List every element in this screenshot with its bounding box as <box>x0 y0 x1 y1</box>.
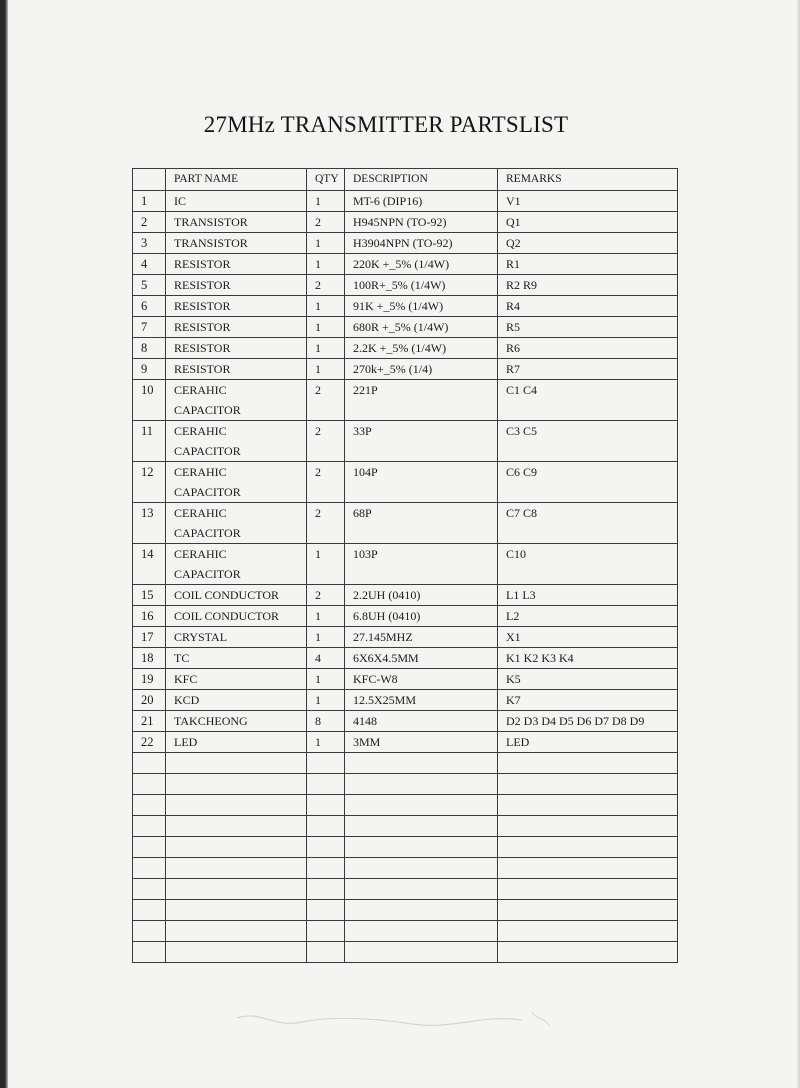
blank-cell <box>345 837 498 858</box>
blank-cell <box>166 837 307 858</box>
table-row <box>133 462 678 503</box>
part-name: IC <box>166 191 307 212</box>
blank-cell <box>498 858 678 879</box>
scan-smudge <box>232 1006 562 1036</box>
row-number: 12 <box>133 462 166 503</box>
row-number: 2 <box>133 212 166 233</box>
blank-cell <box>133 816 166 837</box>
remarks: K1 K2 K3 K4 <box>498 648 678 669</box>
blank-cell <box>498 816 678 837</box>
part-name: RESISTOR <box>166 359 307 380</box>
part-name-line: CAPACITOR <box>174 485 241 499</box>
description: 27.145MHZ <box>345 627 498 648</box>
remarks: L1 L3 <box>498 585 678 606</box>
quantity: 1 <box>307 338 345 359</box>
part-name <box>166 462 307 503</box>
blank-row <box>133 879 678 900</box>
row-number: 11 <box>133 421 166 462</box>
row-number: 18 <box>133 648 166 669</box>
part-name: TRANSISTOR <box>166 233 307 254</box>
description: H3904NPN (TO-92) <box>345 233 498 254</box>
table-row <box>133 690 678 711</box>
quantity: 2 <box>307 585 345 606</box>
quantity: 2 <box>307 462 345 503</box>
description: 2.2K +_5% (1/4W) <box>345 338 498 359</box>
table-row <box>133 627 678 648</box>
row-number: 13 <box>133 503 166 544</box>
blank-cell <box>307 795 345 816</box>
blank-row <box>133 774 678 795</box>
table-row <box>133 359 678 380</box>
blank-cell <box>307 921 345 942</box>
table-row <box>133 296 678 317</box>
blank-cell <box>307 753 345 774</box>
part-name-line: CAPACITOR <box>174 444 241 458</box>
blank-cell <box>307 858 345 879</box>
quantity: 1 <box>307 690 345 711</box>
remarks: K7 <box>498 690 678 711</box>
remarks: D2 D3 D4 D5 D6 D7 D8 D9 <box>498 711 678 732</box>
row-number: 4 <box>133 254 166 275</box>
blank-cell <box>498 837 678 858</box>
remarks: R6 <box>498 338 678 359</box>
blank-row <box>133 921 678 942</box>
blank-cell <box>345 753 498 774</box>
quantity: 4 <box>307 648 345 669</box>
column-header-description: DESCRIPTION <box>345 169 498 191</box>
blank-row <box>133 900 678 921</box>
part-name-line: CERAHIC <box>174 383 227 397</box>
row-number: 20 <box>133 690 166 711</box>
row-number: 14 <box>133 544 166 585</box>
description: 680R +_5% (1/4W) <box>345 317 498 338</box>
description: 220K +_5% (1/4W) <box>345 254 498 275</box>
description: 2.2UH (0410) <box>345 585 498 606</box>
row-number: 7 <box>133 317 166 338</box>
part-name: RESISTOR <box>166 296 307 317</box>
part-name: TAKCHEONG <box>166 711 307 732</box>
description: 104P <box>345 462 498 503</box>
part-name-line: CAPACITOR <box>174 567 241 581</box>
row-number: 10 <box>133 380 166 421</box>
part-name-line: CERAHIC <box>174 547 227 561</box>
row-number: 3 <box>133 233 166 254</box>
table-row <box>133 338 678 359</box>
remarks: R1 <box>498 254 678 275</box>
part-name: RESISTOR <box>166 254 307 275</box>
blank-cell <box>307 837 345 858</box>
remarks: R2 R9 <box>498 275 678 296</box>
quantity: 1 <box>307 606 345 627</box>
row-number: 1 <box>133 191 166 212</box>
blank-cell <box>133 774 166 795</box>
blank-cell <box>166 921 307 942</box>
row-number: 9 <box>133 359 166 380</box>
table-row <box>133 212 678 233</box>
quantity: 2 <box>307 275 345 296</box>
row-number: 16 <box>133 606 166 627</box>
quantity: 1 <box>307 191 345 212</box>
row-number: 15 <box>133 585 166 606</box>
part-name-line: CAPACITOR <box>174 526 241 540</box>
table-row <box>133 191 678 212</box>
blank-cell <box>498 921 678 942</box>
description: 33P <box>345 421 498 462</box>
table-row <box>133 711 678 732</box>
part-name-line: CERAHIC <box>174 424 227 438</box>
part-name: RESISTOR <box>166 275 307 296</box>
blank-row <box>133 942 678 963</box>
description: 221P <box>345 380 498 421</box>
table-row <box>133 233 678 254</box>
table-row <box>133 732 678 753</box>
blank-cell <box>498 774 678 795</box>
column-header-part-name: PART NAME <box>166 169 307 191</box>
blank-cell <box>345 774 498 795</box>
parts-table-body <box>133 169 678 963</box>
blank-cell <box>345 816 498 837</box>
description: MT-6 (DIP16) <box>345 191 498 212</box>
description: 12.5X25MM <box>345 690 498 711</box>
quantity: 1 <box>307 627 345 648</box>
scan-edge-left <box>0 0 8 1088</box>
quantity: 1 <box>307 296 345 317</box>
quantity: 2 <box>307 212 345 233</box>
parts-table <box>132 168 678 963</box>
description: 100R+_5% (1/4W) <box>345 275 498 296</box>
blank-cell <box>498 795 678 816</box>
description: 6X6X4.5MM <box>345 648 498 669</box>
remarks: Q2 <box>498 233 678 254</box>
blank-cell <box>166 942 307 963</box>
description: 3MM <box>345 732 498 753</box>
blank-cell <box>133 837 166 858</box>
blank-cell <box>133 942 166 963</box>
blank-row <box>133 858 678 879</box>
quantity: 1 <box>307 254 345 275</box>
part-name: COIL CONDUCTOR <box>166 585 307 606</box>
blank-cell <box>166 879 307 900</box>
remarks: C10 <box>498 544 678 585</box>
description: KFC-W8 <box>345 669 498 690</box>
column-header-remarks: REMARKS <box>498 169 678 191</box>
table-row <box>133 275 678 296</box>
blank-cell <box>307 816 345 837</box>
description: 68P <box>345 503 498 544</box>
remarks: L2 <box>498 606 678 627</box>
row-number: 8 <box>133 338 166 359</box>
part-name-line: CERAHIC <box>174 465 227 479</box>
document-title: 27MHz TRANSMITTER PARTSLIST <box>203 112 569 137</box>
part-name: CRYSTAL <box>166 627 307 648</box>
blank-cell <box>133 921 166 942</box>
table-row <box>133 380 678 421</box>
remarks: R7 <box>498 359 678 380</box>
remarks: R5 <box>498 317 678 338</box>
blank-row <box>133 837 678 858</box>
quantity: 1 <box>307 317 345 338</box>
remarks: C1 C4 <box>498 380 678 421</box>
remarks: LED <box>498 732 678 753</box>
quantity: 1 <box>307 732 345 753</box>
blank-row <box>133 795 678 816</box>
remarks: Q1 <box>498 212 678 233</box>
table-row <box>133 317 678 338</box>
quantity: 1 <box>307 233 345 254</box>
blank-cell <box>345 795 498 816</box>
blank-cell <box>166 753 307 774</box>
quantity: 2 <box>307 421 345 462</box>
blank-cell <box>133 900 166 921</box>
table-row <box>133 421 678 462</box>
blank-cell <box>345 900 498 921</box>
description: 91K +_5% (1/4W) <box>345 296 498 317</box>
blank-row <box>133 816 678 837</box>
blank-cell <box>166 816 307 837</box>
blank-cell <box>345 879 498 900</box>
description: 4148 <box>345 711 498 732</box>
table-header-row <box>133 169 678 191</box>
blank-cell <box>166 774 307 795</box>
blank-row <box>133 753 678 774</box>
blank-cell <box>166 795 307 816</box>
quantity: 1 <box>307 359 345 380</box>
part-name <box>166 503 307 544</box>
description: 6.8UH (0410) <box>345 606 498 627</box>
remarks: C3 C5 <box>498 421 678 462</box>
row-number: 21 <box>133 711 166 732</box>
quantity: 1 <box>307 544 345 585</box>
blank-cell <box>498 879 678 900</box>
blank-cell <box>345 858 498 879</box>
part-name: RESISTOR <box>166 317 307 338</box>
blank-cell <box>498 942 678 963</box>
blank-cell <box>133 795 166 816</box>
column-header-number <box>133 169 166 191</box>
part-name: LED <box>166 732 307 753</box>
remarks: C7 C8 <box>498 503 678 544</box>
remarks: K5 <box>498 669 678 690</box>
table-row <box>133 544 678 585</box>
blank-cell <box>307 879 345 900</box>
table-row <box>133 503 678 544</box>
blank-cell <box>307 774 345 795</box>
part-name-line: CERAHIC <box>174 506 227 520</box>
row-number: 6 <box>133 296 166 317</box>
quantity: 2 <box>307 503 345 544</box>
remarks: V1 <box>498 191 678 212</box>
part-name <box>166 544 307 585</box>
blank-cell <box>498 753 678 774</box>
table-row <box>133 585 678 606</box>
part-name <box>166 421 307 462</box>
row-number: 17 <box>133 627 166 648</box>
part-name: TRANSISTOR <box>166 212 307 233</box>
row-number: 5 <box>133 275 166 296</box>
part-name: KFC <box>166 669 307 690</box>
blank-cell <box>345 942 498 963</box>
table-row <box>133 669 678 690</box>
blank-cell <box>307 900 345 921</box>
quantity: 8 <box>307 711 345 732</box>
row-number: 22 <box>133 732 166 753</box>
description: H945NPN (TO-92) <box>345 212 498 233</box>
part-name: TC <box>166 648 307 669</box>
table-row <box>133 254 678 275</box>
blank-cell <box>498 900 678 921</box>
blank-cell <box>345 921 498 942</box>
table-row <box>133 606 678 627</box>
blank-cell <box>133 753 166 774</box>
table-row <box>133 648 678 669</box>
blank-cell <box>166 858 307 879</box>
scan-edge-right <box>796 0 800 1088</box>
quantity: 1 <box>307 669 345 690</box>
quantity: 2 <box>307 380 345 421</box>
remarks: R4 <box>498 296 678 317</box>
blank-cell <box>133 879 166 900</box>
column-header-qty: QTY <box>307 169 345 191</box>
remarks: X1 <box>498 627 678 648</box>
remarks: C6 C9 <box>498 462 678 503</box>
part-name-line: CAPACITOR <box>174 403 241 417</box>
blank-cell <box>307 942 345 963</box>
blank-cell <box>133 858 166 879</box>
part-name: KCD <box>166 690 307 711</box>
part-name: COIL CONDUCTOR <box>166 606 307 627</box>
description: 103P <box>345 544 498 585</box>
part-name: RESISTOR <box>166 338 307 359</box>
row-number: 19 <box>133 669 166 690</box>
part-name <box>166 380 307 421</box>
blank-cell <box>166 900 307 921</box>
description: 270k+_5% (1/4) <box>345 359 498 380</box>
